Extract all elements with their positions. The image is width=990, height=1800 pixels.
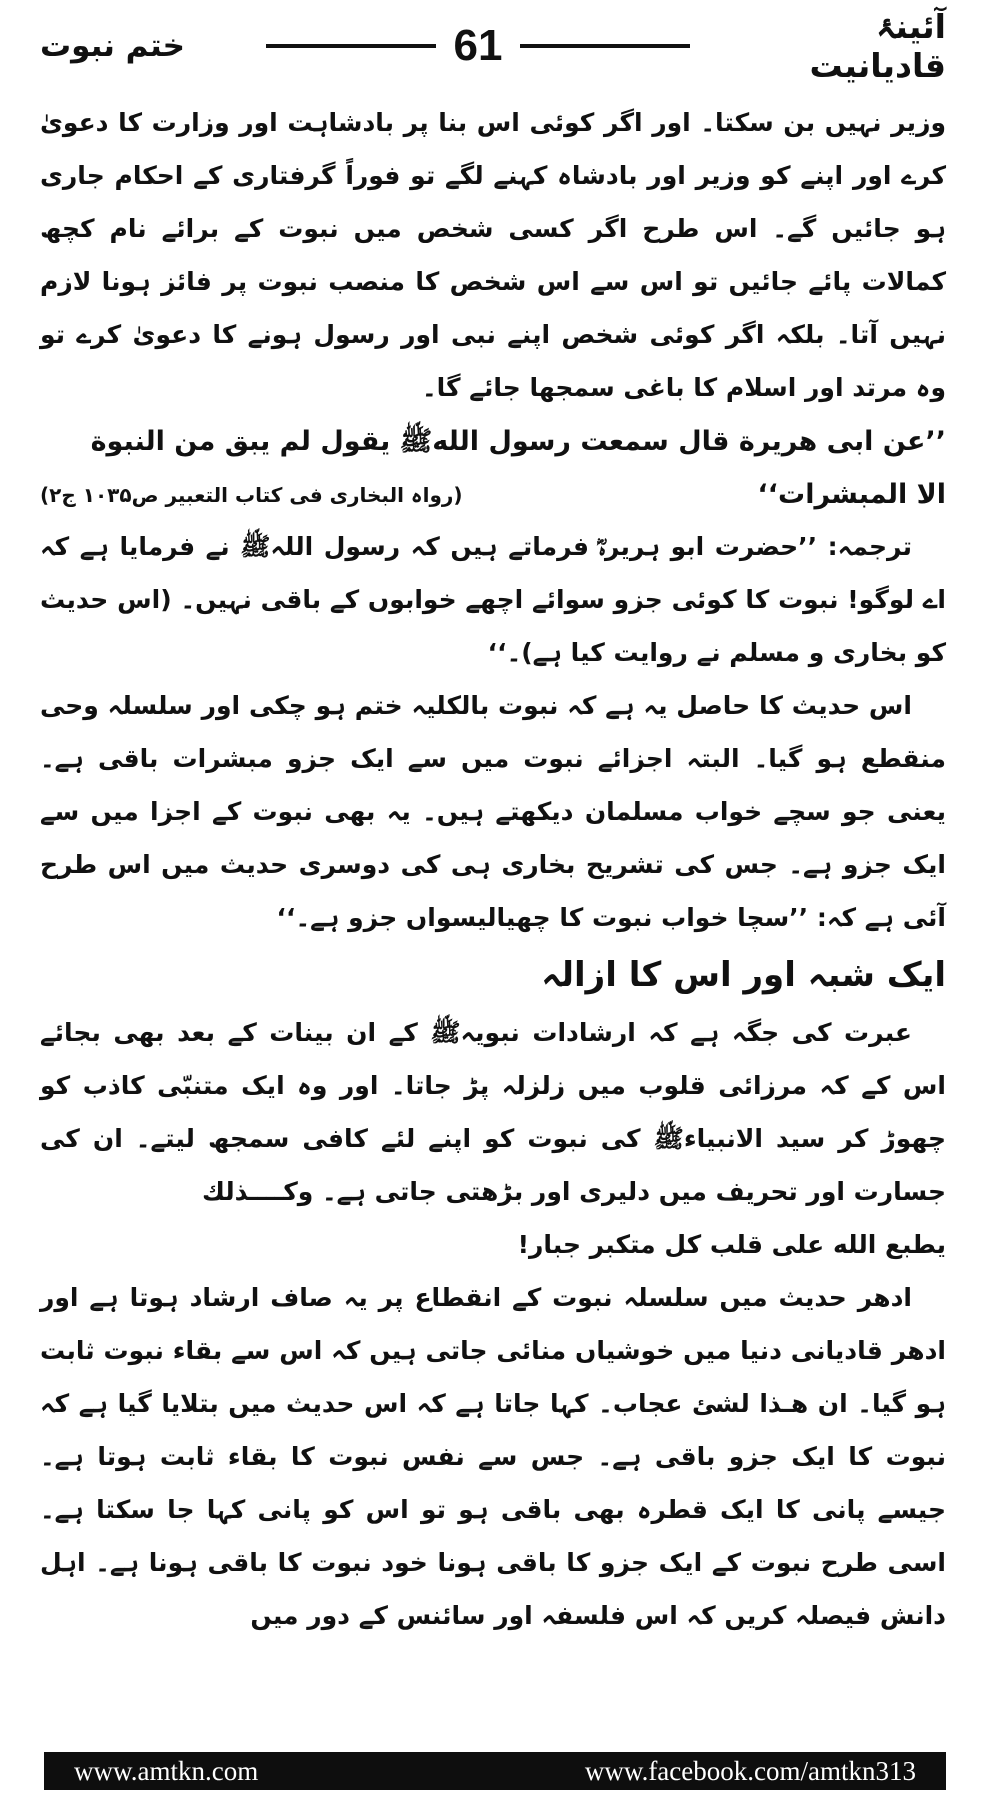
- header-rule-right: [520, 44, 690, 48]
- translation-paragraph: ترجمہ: ’’حضرت ابو ہریرہؓ فرماتے ہیں کہ رسول اللہﷺ نے فرمایا ہے کہ اے لوگو! نبوت کا کوئی جزو سوائے اچھے خوابوں کے باقی نہیں۔ (اس حدیث کو بخاری و مسلم نے روایت کیا ہے)۔‘‘: [40, 532, 946, 667]
- footer-website-link[interactable]: www.amtkn.com: [74, 1755, 259, 1786]
- page-number-block: [220, 21, 736, 70]
- footer-facebook-link[interactable]: www.facebook.com/amtkn313: [584, 1755, 916, 1786]
- hadith-reference: (رواہ البخاری فی کتاب التعبیر ص۱۰۳۵ ج۲): [40, 483, 463, 507]
- quran-verse-line: يطبع الله على قلب كل متكبر جبار!: [517, 1230, 946, 1259]
- header-rule-left: [266, 44, 436, 48]
- page-number: 61: [453, 21, 503, 70]
- paragraph-1: وزیر نہیں بن سکتا۔ اور اگر کوئی اس بنا پر بادشاہت اور وزارت کا دعویٰ کرے اور اپنے کو وزیر اور بادشاہ کہنے لگے تو فوراً گرفتاری کے احکام جاری ہو جائیں گے۔ اس طرح اگر کسی شخص میں نبوت کے برائے نام کچھ کمالات پائے جائیں تو اس سے اس شخص کا منصب نبوت پر فائز ہونا لازم نہیں آتا۔ بلکہ اگر کوئی شخص اپنے نبی اور رسول ہونے کا دعویٰ کرے تو وہ مرتد اور اسلام کا باغی سمجھا جائے گا۔: [40, 108, 946, 402]
- book-title: آئینۂ قادیانیت: [809, 7, 946, 85]
- paragraph-2: اس حدیث کا حاصل یہ ہے کہ نبوت بالکلیہ ختم ہو چکی اور سلسلہ وحی منقطع ہو گیا۔ البتہ اجزائے نبوت میں سے ایک جزو مبشرات باقی ہے۔ یعنی جو سچے خواب مسلمان دیکھتے ہیں۔ یہ بھی نبوت کے اجزا میں سے ایک جزو ہے۔ جس کی تشریح بخاری ہی کی دوسری حدیث میں اس طرح آئی ہے کہ: ’’سچا خواب نبوت کا چھیالیسواں جزو ہے۔‘‘: [40, 691, 946, 932]
- page-body: [40, 96, 946, 1642]
- hadith-arabic-line1: ’’عن ابی هريرة قال سمعت رسول اللهﷺ يقول لم يبق من النبوة: [90, 426, 946, 457]
- paragraph-3: عبرت کی جگہ ہے کہ ارشادات نبویہﷺ کے ان بینات کے بعد بھی بجائے اس کے کہ مرزائی قلوب میں زلزلہ پڑ جاتا۔ اور وہ ایک متنبّی کاذب کو چھوڑ کر سید الانبیاءﷺ کی نبوت کو اپنے لئے کافی سمجھ لیتے۔ ان کی جسارت اور تحریف میں دلیری اور بڑھتی جاتی ہے۔ وکــــذلك: [40, 1018, 946, 1206]
- page-header: [40, 7, 946, 85]
- section-title: ختم نبوت: [40, 28, 185, 64]
- hadith-arabic-line2-row: [40, 470, 946, 520]
- paragraph-4: ادھر حدیث میں سلسلہ نبوت کے انقطاع پر یہ صاف ارشاد ہوتا ہے اور ادھر قادیانی دنیا میں خوشیاں منائی جاتی ہیں کہ اس سے بقاء نبوت ثابت ہو گیا۔ ان هـذا لشئ عجاب۔ کہا جاتا ہے کہ اس حدیث میں بتلایا گیا ہے کہ نبوت کا ایک جزو باقی ہے۔ جس سے نفس نبوت کا بقاء ثابت ہوتا ہے۔ جیسے پانی کا ایک قطرہ بھی باقی ہو تو اس کو پانی کہا جا سکتا ہے۔ اسی طرح نبوت کے ایک جزو کا باقی ہونا خود نبوت کا باقی ہونا ہے۔ اہل دانش فیصلہ کریں کہ اس فلسفہ اور سائنس کے دور میں: [40, 1283, 947, 1630]
- hadith-arabic-line2: الا المبشرات‘‘: [757, 479, 946, 510]
- section-heading: ایک شبہ اور اس کا ازالہ: [541, 955, 946, 995]
- page-footer: [44, 1752, 946, 1790]
